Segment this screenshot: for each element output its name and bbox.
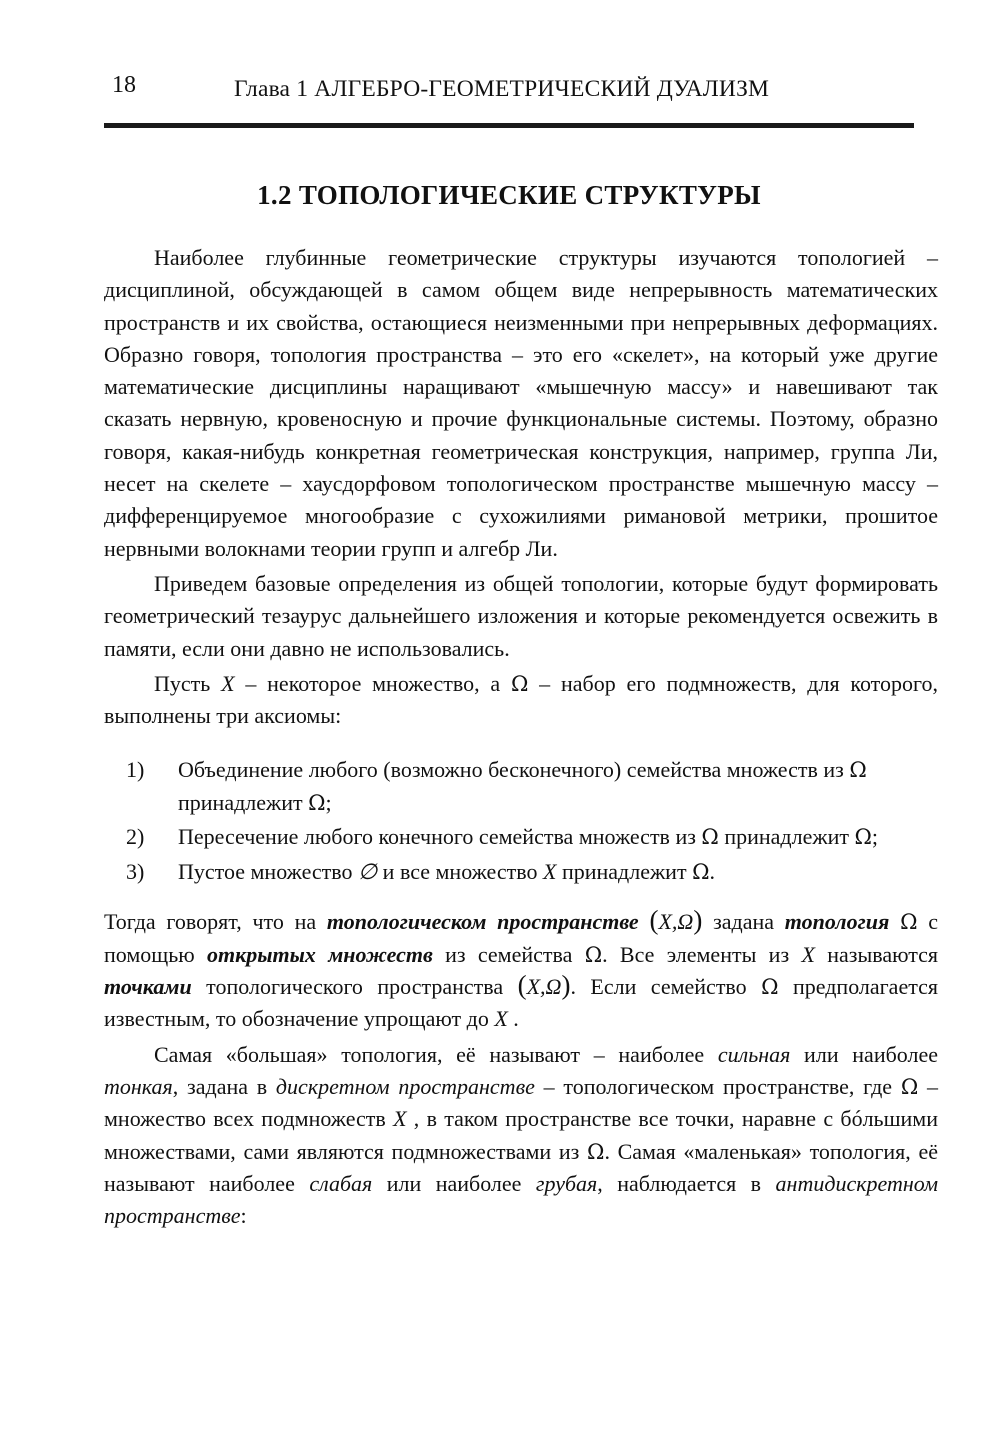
p5-text: , задана в (172, 1073, 276, 1099)
axiom-text: Пустое множество (178, 858, 358, 884)
math-x: X (494, 1006, 508, 1032)
p5-text: – множество всех подмножеств (104, 1073, 938, 1132)
math-omega: Ω (308, 790, 326, 815)
header-rule (104, 123, 914, 128)
p3-text-3: – набор его подмножеств, для которого, выполнены три аксиомы: (104, 670, 938, 729)
axiom-number: 1) (126, 757, 145, 783)
p5-text: Самая «большая» топология, её называют – наиболее (154, 1041, 718, 1067)
p4-text: называются (814, 941, 938, 967)
math-omega: Ω (510, 671, 529, 696)
p5-text: : (240, 1203, 247, 1229)
p4-text: Если семейство (590, 974, 762, 1000)
math-omega: Ω (587, 1139, 605, 1164)
paragraph-3 (104, 668, 938, 733)
p5-text: – топологическом пространстве, где (534, 1073, 901, 1099)
math-x: X (393, 1106, 407, 1132)
axiom-text: принадлежит (178, 789, 309, 815)
p5-text: , в таком пространстве все точки, наравне с бóльшими множествами, сами являются подмножествами из (104, 1106, 938, 1164)
p5-text: , наблюдается в (597, 1170, 776, 1196)
p3-text-2: – некоторое множество, а (234, 670, 511, 696)
running-head: Глава 1 АЛГЕБРО-ГЕОМЕТРИЧЕСКИЙ ДУАЛИЗМ (234, 76, 770, 102)
punctuation: . (513, 1006, 519, 1032)
paragraph-2: Приведем базовые определения из общей топологии, которые будут формировать геометрический тезаурус дальнейшего изложения и которые рекомендуется освежить в памяти, если они давно не использовались. (104, 570, 938, 661)
math-x: X (221, 670, 235, 696)
axiom-number: 2) (126, 824, 145, 850)
p3-text-1: Пусть (154, 670, 222, 696)
punctuation: . (709, 858, 715, 884)
paragraph-4 (104, 906, 938, 1035)
term-topology: топология (784, 909, 890, 935)
p4-text: предполагается известным, то обозначение упрощают до (104, 974, 938, 1032)
math-omega: Ω (701, 825, 719, 850)
term-strong: сильная (717, 1041, 791, 1067)
term-coarse: грубая (535, 1170, 598, 1196)
math-x: X (801, 941, 815, 967)
p5-text: или наиболее (790, 1041, 939, 1067)
p4-text: топологического пространства (191, 974, 518, 1000)
math-x: X (543, 858, 557, 884)
page-number: 18 (112, 72, 136, 98)
axiom-item (104, 754, 938, 819)
term-fine: тонкая (104, 1073, 173, 1099)
math-pair: X,Ω (526, 974, 562, 1000)
math-omega: Ω (584, 942, 603, 967)
axiom-item (104, 856, 938, 889)
p4-text: из семейства (432, 941, 585, 967)
page-header (104, 72, 914, 112)
axiom-text: Объединение любого (возможно бесконечного) семейства множеств из (178, 757, 850, 783)
paren: ( (649, 905, 659, 936)
p4-text: . Все элементы из (602, 941, 802, 967)
axiom-list (104, 754, 938, 888)
math-omega: Ω (692, 859, 710, 884)
axiom-text: Пересечение любого конечного семейства множеств из (178, 824, 702, 850)
term-discrete-space: дискретном пространстве (275, 1073, 535, 1099)
punctuation: ; (871, 824, 878, 850)
axiom-text: принадлежит (556, 858, 693, 884)
punctuation: ; (325, 789, 332, 815)
axiom-text: и все множество (377, 858, 543, 884)
p5-text: . Самая «маленькая» топология, её называют наиболее (104, 1138, 938, 1196)
paren: ) (693, 905, 703, 936)
axiom-number: 3) (126, 858, 145, 884)
p4-text: с помощью (104, 909, 939, 967)
paren: ) (561, 970, 571, 1001)
paragraph-5 (104, 1039, 938, 1233)
punctuation: . (570, 974, 576, 1000)
axiom-text: принадлежит (718, 824, 855, 850)
math-pair: X,Ω (658, 909, 694, 935)
math-empty-set: ∅ (358, 858, 378, 884)
paren: ( (517, 970, 527, 1001)
axiom-item (104, 821, 938, 854)
math-omega: Ω (900, 910, 918, 935)
p4-text: задана (702, 909, 785, 935)
p5-text: или наиболее (372, 1170, 536, 1196)
term-weak: слабая (309, 1170, 373, 1196)
term-points: точками (104, 974, 192, 1000)
p4-text: Тогда говорят, что на (104, 909, 327, 935)
term-open-sets: открытых множеств (207, 941, 433, 967)
math-omega: Ω (900, 1074, 919, 1099)
math-omega: Ω (761, 975, 779, 1000)
term-topological-space: топологическом пространстве (326, 909, 639, 935)
math-omega: Ω (849, 758, 867, 783)
term-antidiscrete-space: антидискретном пространстве (104, 1170, 939, 1229)
body-text (104, 242, 938, 1232)
math-omega: Ω (854, 825, 872, 850)
paragraph-1: Наиболее глубинные геометрические структуры изучаются топологией – дисциплиной, обсуждающей в самом общем виде непрерывность математических пространств и их свойства, остающиеся неизменными при непрерывных деформациях. Образно говоря, топология пространства – это его «скелет», на который уже другие математические дисциплины наращивают «мышечную массу» и навешивают так сказать нервную, кровеносную и прочие функциональные системы. Поэтому, образно говоря, какая-нибудь конкретная геометрическая конструкция, например, группа Ли, несет на скелете – хаусдорфовом топологическом пространстве мышечную массу – дифференцируемое многообразие с сухожилиями римановой метрики, прошитое нервными волокнами теории групп и алгебр Ли. (104, 245, 938, 561)
section-title: 1.2 ТОПОЛОГИЧЕСКИЕ СТРУКТУРЫ (257, 180, 761, 210)
